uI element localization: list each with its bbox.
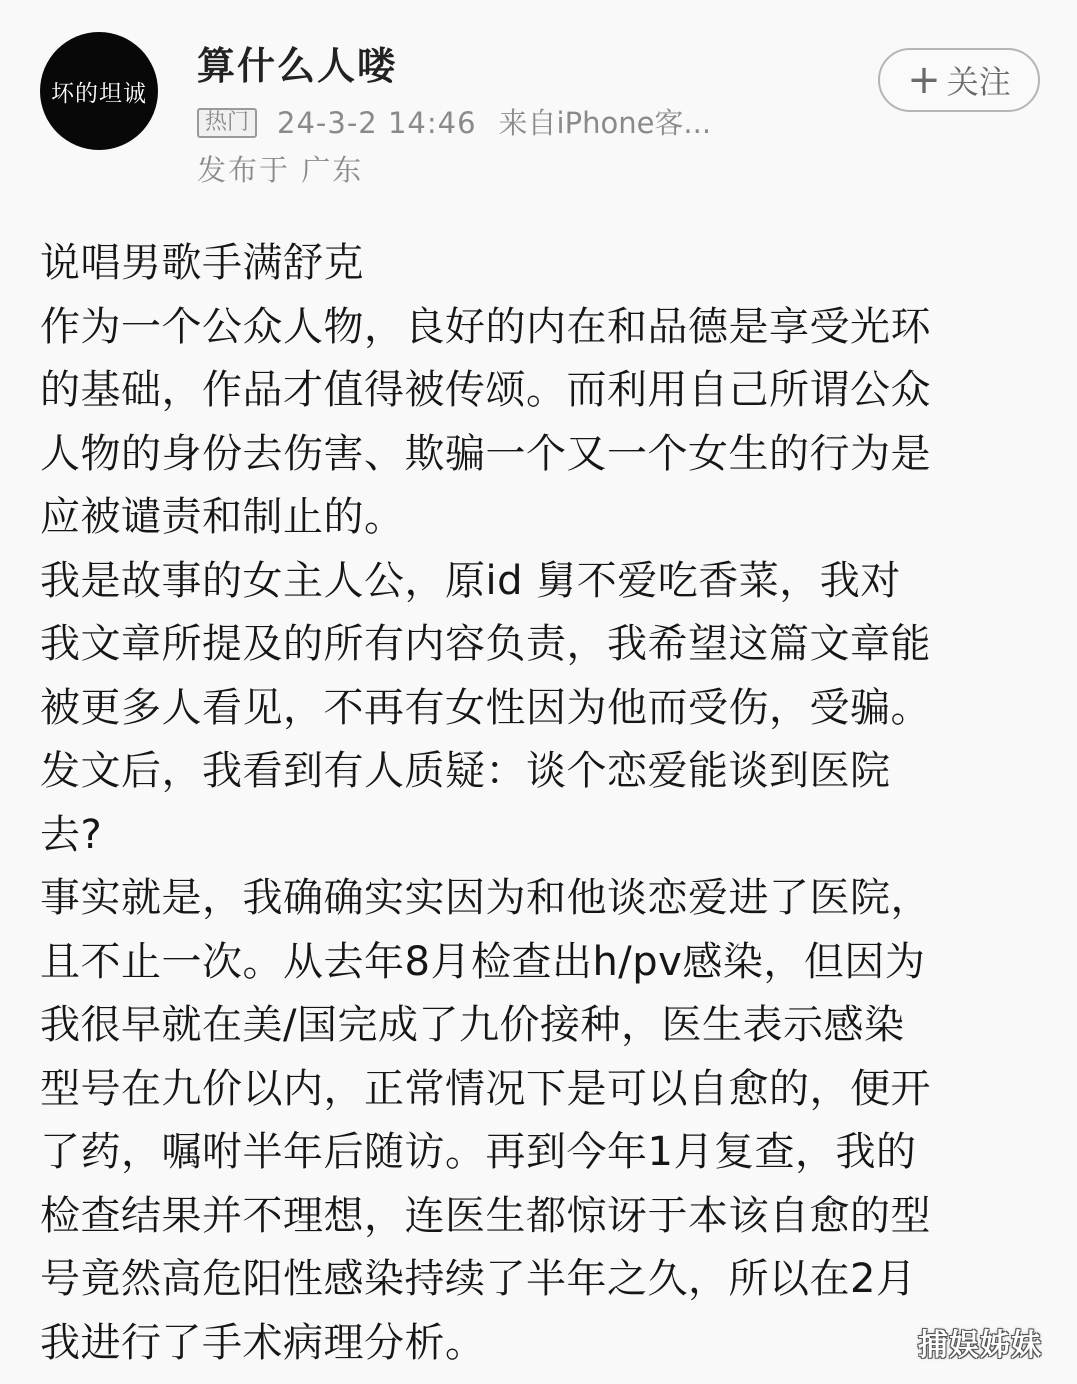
post-text-line: 我是故事的女主人公，原id 舅不爱吃香菜，我对	[40, 557, 901, 604]
post-text-line: 检查结果并不理想，连医生都惊讶于本该自愈的型	[40, 1192, 931, 1239]
plus-icon: +	[907, 57, 941, 103]
post-text-line: 发文后，我看到有人质疑：谈个恋爱能谈到医院	[40, 748, 891, 794]
post-text-line: 人物的身份去伤害、欺骗一个又一个女生的行为是	[40, 430, 931, 477]
post-meta	[197, 104, 711, 142]
post-text-line: 的基础，作品才值得被传颂。而利用自己所谓公众	[40, 367, 931, 413]
watermark: 捕娱姊妹	[918, 1328, 1042, 1363]
avatar-text: 坏的坦诚	[51, 80, 147, 107]
post-body	[40, 232, 1040, 1375]
post-text-line: 去?	[40, 811, 103, 858]
post-source: 来自iPhone客...	[498, 106, 712, 140]
post-text-line: 型号在九价以内，正常情况下是可以自愈的，便开	[40, 1065, 931, 1112]
hot-badge: 热门	[197, 108, 257, 138]
follow-label: 关注	[946, 63, 1011, 101]
post-text-line: 且不止一次。从去年8月检查出h/pv感染，但因为	[40, 938, 926, 985]
post-text-line: 我进行了手术病理分析。	[40, 1319, 486, 1366]
follow-button[interactable]	[878, 48, 1040, 112]
post-location: 发布于 广东	[197, 153, 364, 187]
username[interactable]: 算什么人喽	[197, 44, 398, 88]
post-text-line: 号竟然高危阳性感染持续了半年之久，所以在2月	[40, 1256, 917, 1302]
post-text-line: 我很早就在美/国完成了九价接种，医生表示感染	[40, 1002, 905, 1048]
avatar[interactable]	[40, 32, 158, 150]
post-text-line: 应被谴责和制止的。	[40, 494, 405, 540]
post-text-line: 被更多人看见，不再有女性因为他而受伤，受骗。	[40, 684, 931, 731]
post-text-line: 作为一个公众人物，良好的内在和品德是享受光环	[40, 303, 931, 350]
post-text-line: 事实就是，我确确实实因为和他谈恋爱进了医院，	[40, 875, 931, 921]
post-text-line: 说唱男歌手满舒克	[40, 240, 364, 286]
post-text-line: 我文章所提及的所有内容负责，我希望这篇文章能	[40, 621, 931, 667]
post-timestamp: 24-3-2 14:46	[277, 106, 477, 140]
post-text-line: 了药，嘱咐半年后随访。再到今年1月复查，我的	[40, 1129, 917, 1175]
